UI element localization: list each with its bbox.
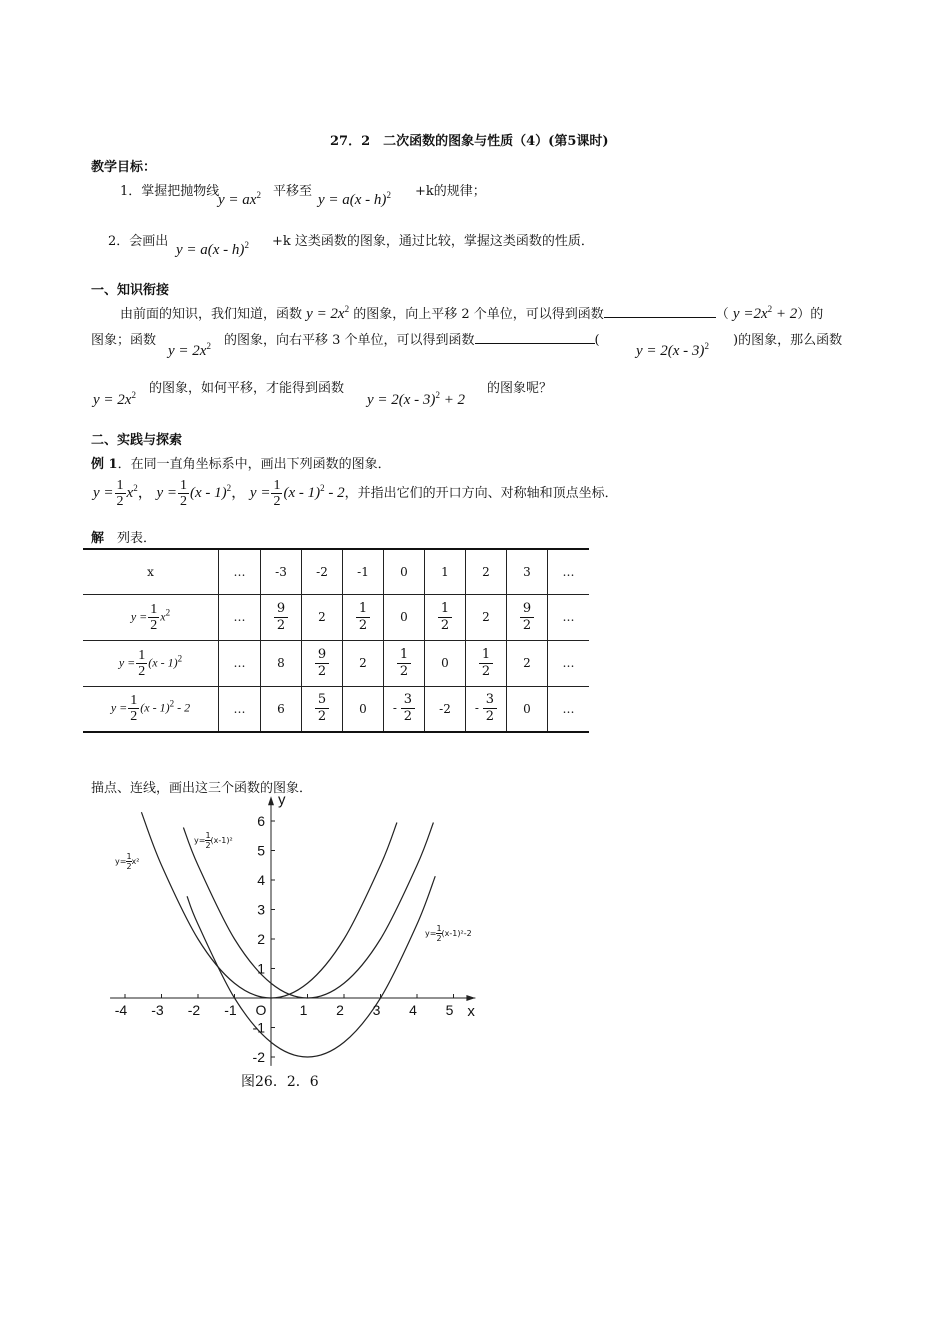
table-row [83, 686, 589, 732]
goal-1-mid: 平移至 [273, 184, 313, 199]
table-cell: -3 [261, 549, 302, 594]
x-tick-label: 4 [409, 1002, 417, 1018]
x-tick-label: -1 [224, 1002, 237, 1018]
section1-line2-c: )的图象，那么函数 [733, 333, 843, 348]
table-cell: 0 [384, 594, 425, 640]
table-cell: … [219, 549, 261, 594]
table-cell: $\frac{1}{2}$ [466, 640, 507, 686]
table-cell: 2 [466, 549, 507, 594]
goal-1-tail: +k的规律； [415, 184, 486, 199]
table-cell: $\frac{9}{2}$ [261, 594, 302, 640]
value-table [83, 548, 589, 733]
table-cell: 0 [425, 640, 466, 686]
x-tick-label: 2 [336, 1002, 344, 1018]
section2-heading: 二、实践与探索 [91, 433, 183, 448]
x-tick-label: 3 [372, 1002, 381, 1018]
x-tick-label: 5 [445, 1002, 454, 1018]
table-cell: $\frac{9}{2}$ [507, 594, 548, 640]
answer-blank-2[interactable] [475, 331, 595, 344]
row-label-1: y = $\frac{1}{2}$ $x^2$ [83, 594, 219, 640]
row-label-2: y = $\frac{1}{2}$ (x - 1)$^2$ [83, 640, 219, 686]
table-cell: -1 [343, 549, 384, 594]
section1-heading: 一、知识衔接 [91, 283, 170, 298]
table-cell: 0 [507, 686, 548, 732]
answer-blank-1[interactable] [604, 305, 716, 318]
section1-line2-a: 图象；函数 [91, 333, 157, 348]
table-cell: 2 [507, 640, 548, 686]
table-cell: $\frac{5}{2}$ [302, 686, 343, 732]
table-cell: x [83, 549, 219, 594]
table-header-row [83, 549, 589, 594]
table-cell: - $\frac{3}{2}$ [466, 686, 507, 732]
table-cell: … [219, 594, 261, 640]
table-cell: -2 [302, 549, 343, 594]
table-cell: 2 [302, 594, 343, 640]
x-tick-label: -2 [187, 1002, 201, 1018]
goal-1-prefix: 1．掌握把抛物线 [120, 184, 220, 199]
line2-formula-2: y = 2(x - 3)$^2$ [636, 341, 709, 359]
y-axis-arrow [268, 796, 274, 805]
table-cell: $\frac{1}{2}$ [384, 640, 425, 686]
series-line-3 [187, 876, 435, 1057]
label-curve-3: y= $\frac{1}{2}$ (x-1)²-2 [425, 924, 472, 943]
section1-line3-b: 的图象，如何平移，才能得到函数 [149, 381, 345, 396]
y-axis-label: y [278, 791, 286, 809]
table-cell: … [548, 640, 590, 686]
section1-line2-b: 的图象，向右平移 3 个单位，可以得到函数 ( [224, 333, 600, 348]
y-tick-label: 5 [257, 842, 265, 859]
x-tick-label: O [255, 1002, 267, 1018]
table-row [83, 594, 589, 640]
label-curve-1: y= $\frac{1}{2}$ x² [115, 852, 140, 871]
table-cell: … [548, 549, 590, 594]
x-tick-label: 1 [299, 1002, 308, 1018]
goal-item-1 [120, 180, 219, 199]
table-cell: -2 [425, 686, 466, 732]
table-cell: 0 [384, 549, 425, 594]
x-tick-label: -3 [151, 1002, 164, 1018]
table-cell: 2 [343, 640, 384, 686]
x-axis-arrow [466, 995, 475, 1001]
table-cell: 1 [425, 549, 466, 594]
goal-item-2: 2．会画出 [108, 234, 169, 249]
section1-line1: 由前面的知识，我们知道，函数 $y = 2x^2$ 的图象，向上平移 2 个单位，可以得到函数 （ $y =2x^2 + 2$）的 [120, 304, 824, 322]
y-tick-label: 1 [257, 960, 265, 977]
table-cell: 3 [507, 549, 548, 594]
table-cell: 6 [261, 686, 302, 732]
y-tick-label: -1 [252, 1019, 265, 1036]
table-cell: $\frac{9}{2}$ [302, 640, 343, 686]
table-cell: $\frac{1}{2}$ [425, 594, 466, 640]
table-cell: … [219, 686, 261, 732]
line3-formula-2: y = 2(x - 3)$^2$ + 2 [367, 390, 466, 408]
x-axis-label: x [467, 1003, 475, 1020]
table-cell: 2 [466, 594, 507, 640]
table-row [83, 640, 589, 686]
goal-1-formula-2: y = a(x - h)$^2$ [318, 190, 391, 208]
page-title: 27．2 二次函数的图象与性质（4）(第5课时) [330, 134, 609, 149]
table-cell: … [219, 640, 261, 686]
y-tick-label: 2 [257, 931, 265, 947]
goal-1-formula-1: $y = ax^2$ [218, 190, 261, 208]
y-tick-label: 6 [257, 813, 265, 829]
example-functions: y = $\frac{1}{2}$ $x^2$， y = $\frac{1}{2}$ (x - 1)$^2$， y = $\frac{1}{2}$ (x - 1)$^2$ - 2，并指出它们的开口方向、对称轴和顶点坐标． [93, 478, 618, 509]
table-cell: $\frac{1}{2}$ [343, 594, 384, 640]
table-cell: - $\frac{3}{2}$ [384, 686, 425, 732]
y-tick-label: 4 [257, 872, 265, 888]
y-tick-label: 3 [257, 901, 265, 918]
label-curve-2: y= $\frac{1}{2}$ (x-1)² [194, 831, 233, 850]
section1-line3-c: 的图象呢？ [487, 381, 553, 396]
line3-formula-1: $y = 2x^2$ [93, 390, 136, 408]
goal-2-tail: +k 这类函数的图象，通过比较，掌握这类函数的性质． [272, 234, 594, 249]
draw-instruction: 描点、连线，画出这三个函数的图象． [91, 781, 313, 796]
x-tick-label: -4 [114, 1002, 128, 1018]
table-cell: 8 [261, 640, 302, 686]
goals-heading: 教学目标： [91, 160, 157, 175]
goal-2-formula: y = a(x - h)$^2$ [176, 240, 249, 258]
solution-line: 解 列表． [91, 531, 157, 546]
table-cell: … [548, 686, 590, 732]
series-line-1 [141, 812, 396, 998]
line2-formula-1: $y = 2x^2$ [168, 341, 211, 359]
table-cell: 0 [343, 686, 384, 732]
row-label-3: y = $\frac{1}{2}$ (x - 1)$^2$ - 2 [83, 686, 219, 732]
figure-caption: 图26．2．6 [241, 1074, 319, 1090]
example-1: 例 1．在同一直角坐标系中，画出下列函数的图象． [91, 457, 391, 472]
y-tick-label: -2 [252, 1049, 265, 1065]
table-cell: … [548, 594, 590, 640]
